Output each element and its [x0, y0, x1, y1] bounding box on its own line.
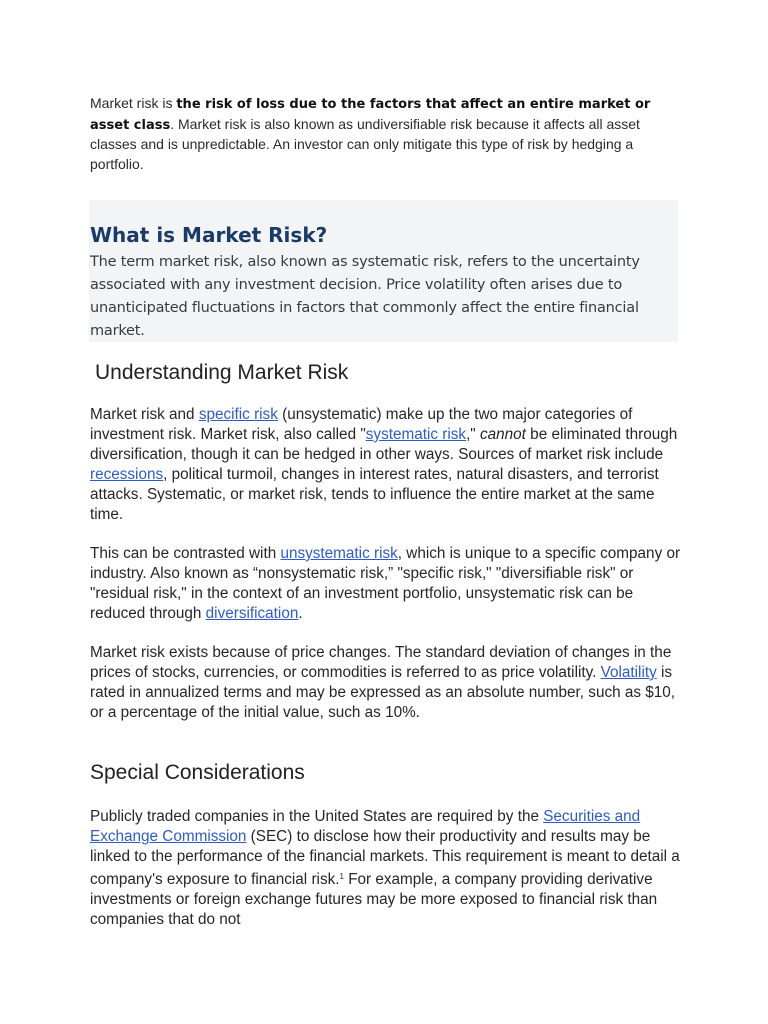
p1-text-5: , political turmoil, changes in interest rates, natural disasters, and terrorist attacks. Systematic, or market risk, tends to influence the entire market at the same time. [90, 466, 659, 523]
understanding-paragraph-1 [90, 405, 690, 525]
p4-text-2: (SEC) to disclose how their productivity and results may be linked to the performance of the financial markets. This requirement is meant to detail a company's exposure to financial risk. [90, 828, 680, 888]
recessions-link[interactable]: recessions [90, 466, 164, 483]
p1-text-3: ," [466, 426, 480, 443]
volatility-link[interactable]: Volatility [600, 664, 657, 681]
intro-paragraph [90, 94, 690, 174]
understanding-paragraph-3 [90, 643, 690, 723]
diversification-link[interactable]: diversification [205, 605, 299, 622]
understanding-heading: Understanding Market Risk [95, 361, 349, 384]
p3-text-1: Market risk exists because of price changes. The standard deviation of changes in the prices of stocks, currencies, or commodities is referred to as price volatility. [90, 644, 672, 681]
p2-text-1: This can be contrasted with [90, 545, 281, 562]
p1-text-2: (unsystematic) make up the two major categories of investment risk. Market risk, also called " [90, 406, 633, 443]
systematic-risk-link[interactable]: systematic risk [365, 426, 467, 443]
p2-text-3: . [298, 605, 303, 622]
intro-rest: . Market risk is also known as undiversifiable risk because it affects all asset classes and is unpredictable. An investor can only mitigate this type of risk by hedging a portfolio. [90, 115, 640, 172]
p2-text-2: , which is unique to a specific company or industry. Also known as “nonsystematic risk,” "specific risk," "diversifiable risk" or "residual risk," in the context of an investment portfolio, unsystematic risk can be reduced through [90, 545, 681, 622]
footnote-marker[interactable]: 1 [339, 872, 344, 881]
intro-lead: Market risk is [90, 95, 177, 111]
cannot-italic: cannot [480, 426, 526, 443]
p3-text-2: is rated in annualized terms and may be expressed as an absolute number, such as $10, or a percentage of the initial value, such as 10%. [90, 664, 676, 721]
understanding-paragraph-2 [90, 544, 690, 624]
what-is-market-risk-text: The term market risk, also known as systematic risk, refers to the uncertainty associated with any investment decision. Price volatility often arises due to unanticipated fluctuations in factors that commonly affect the entire financial market. [90, 254, 640, 339]
what-heading-text: What is Market Risk? [90, 222, 328, 247]
p4-text-1: Publicly traded companies in the United States are required by the [90, 808, 544, 825]
intro-bold-definition: the risk of loss due to the factors that affect an entire market or asset class [90, 97, 651, 133]
unsystematic-risk-link[interactable]: unsystematic risk [280, 545, 398, 562]
special-considerations-heading: Special Considerations [90, 761, 305, 784]
special-paragraph-1 [90, 807, 690, 930]
p1-text-1: Market risk and [90, 406, 199, 423]
specific-risk-link[interactable]: specific risk [198, 406, 278, 423]
p1-text-4: be eliminated through diversification, though it can be hedged in other ways. Sources of market risk include [90, 426, 678, 463]
p4-text-3: For example, a company providing derivative investments or foreign exchange futures may be more exposed to financial risk than companies that do not [90, 871, 658, 928]
sec-link[interactable]: Securities and Exchange Commission [90, 808, 641, 845]
